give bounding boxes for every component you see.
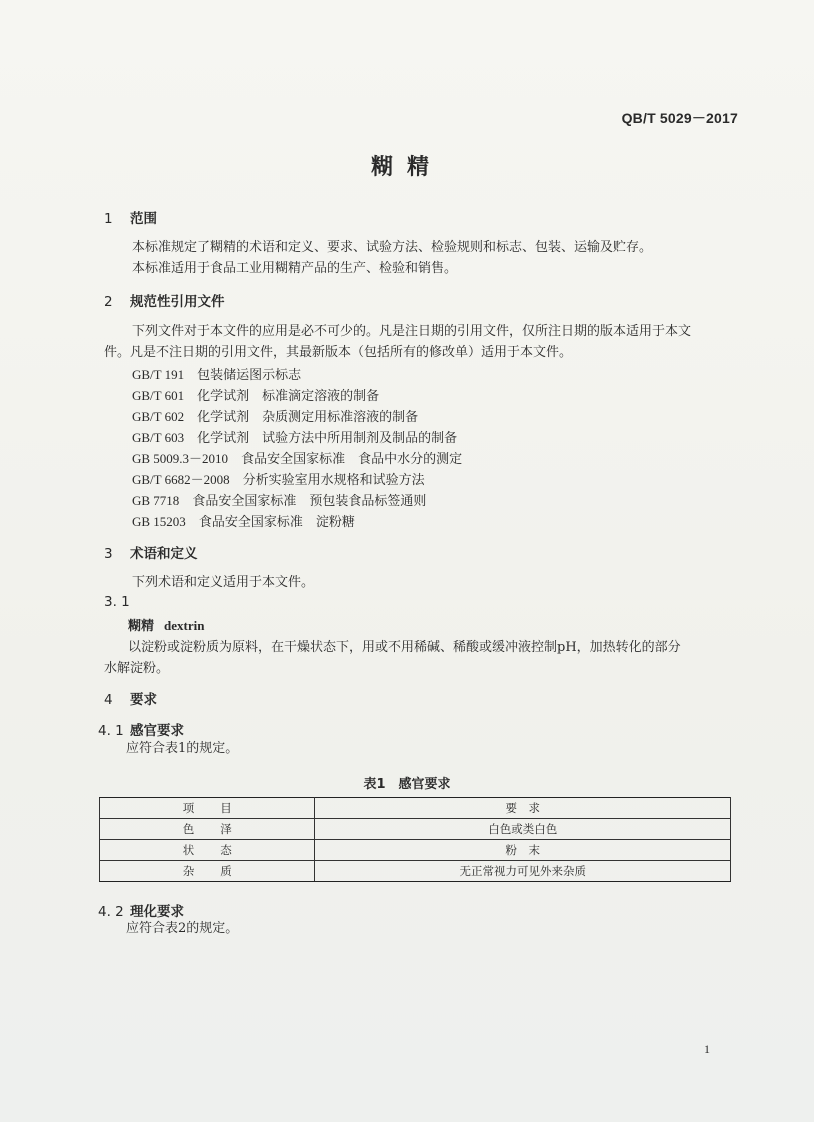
- table-row: [100, 819, 731, 840]
- section-3-heading: 3 术语和定义: [104, 546, 198, 562]
- document-code: QB/T 5029－2017: [621, 110, 738, 126]
- reference-item: GB 5009.3－2010 食品安全国家标准 食品中水分的测定: [132, 451, 463, 467]
- section-4-heading: 4 要求: [104, 692, 157, 708]
- section-2-heading: 2 规范性引用文件: [104, 294, 225, 310]
- section-2-intro-line-2: 件。凡是不注日期的引用文件，其最新版本（包括所有的修改单）适用于本文件。: [104, 345, 573, 360]
- table-cell-requirement: 无正常视力可见外来杂质: [315, 861, 731, 882]
- table-header-row: [100, 798, 731, 819]
- table-cell-item: 色泽: [100, 819, 315, 840]
- reference-item: GB/T 601 化学试剂 标准滴定溶液的制备: [132, 388, 380, 404]
- subsection-4-2-heading: 4. 2 理化要求: [98, 904, 184, 920]
- table-row: [100, 861, 731, 882]
- term-definition-line-2: 水解淀粉。: [104, 661, 170, 676]
- reference-item: GB/T 191 包装储运图示标志: [132, 367, 302, 383]
- section-1-heading: 1 范围: [104, 211, 157, 227]
- page-number: 1: [704, 1042, 710, 1056]
- sensory-requirements-table: [99, 797, 731, 882]
- section-1-paragraph-1: 本标准规定了糊精的术语和定义、要求、试验方法、检验规则和标志、包装、运输及贮存。: [132, 240, 653, 255]
- reference-item: GB/T 602 化学试剂 杂质测定用标准溶液的制备: [132, 409, 419, 425]
- table-row: [100, 840, 731, 861]
- section-2-intro-line-1: 下列文件对于本文件的应用是必不可少的。凡是注日期的引用文件，仅所注日期的版本适用于本文: [132, 324, 692, 339]
- reference-item: GB/T 6682－2008 分析实验室用水规格和试验方法: [132, 472, 425, 488]
- section-3-intro: 下列术语和定义适用于本文件。: [132, 575, 315, 590]
- table-cell-requirement: 粉 末: [315, 840, 731, 861]
- reference-item: GB/T 603 化学试剂 试验方法中所用制剂及制品的制备: [132, 430, 458, 446]
- table-header-cell: 要 求: [315, 798, 731, 819]
- section-1-paragraph-2: 本标准适用于食品工业用糊精产品的生产、检验和销售。: [132, 261, 458, 276]
- table-cell-item: 状态: [100, 840, 315, 861]
- table-header-cell: 项目: [100, 798, 315, 819]
- reference-item: GB 7718 食品安全国家标准 预包装食品标签通则: [132, 493, 427, 509]
- table-cell-requirement: 白色或类白色: [315, 819, 731, 840]
- document-title: 糊精: [370, 155, 443, 180]
- reference-item: GB 15203 食品安全国家标准 淀粉糖: [132, 514, 355, 530]
- subsection-3-1-number: 3. 1: [104, 594, 130, 610]
- term-definition-line-1: 以淀粉或淀粉质为原料，在干燥状态下，用或不用稀碱、稀酸或缓冲液控制pH，加热转化的部分: [128, 640, 681, 655]
- subsection-4-1-heading: 4. 1 感官要求: [98, 723, 184, 739]
- table-cell-item: 杂质: [100, 861, 315, 882]
- table-1-caption: 表1 感官要求: [363, 777, 451, 792]
- subsection-4-1-text: 应符合表1的规定。: [126, 741, 239, 756]
- term-entry: 糊精 dextrin: [128, 618, 205, 634]
- subsection-4-2-text: 应符合表2的规定。: [126, 921, 239, 936]
